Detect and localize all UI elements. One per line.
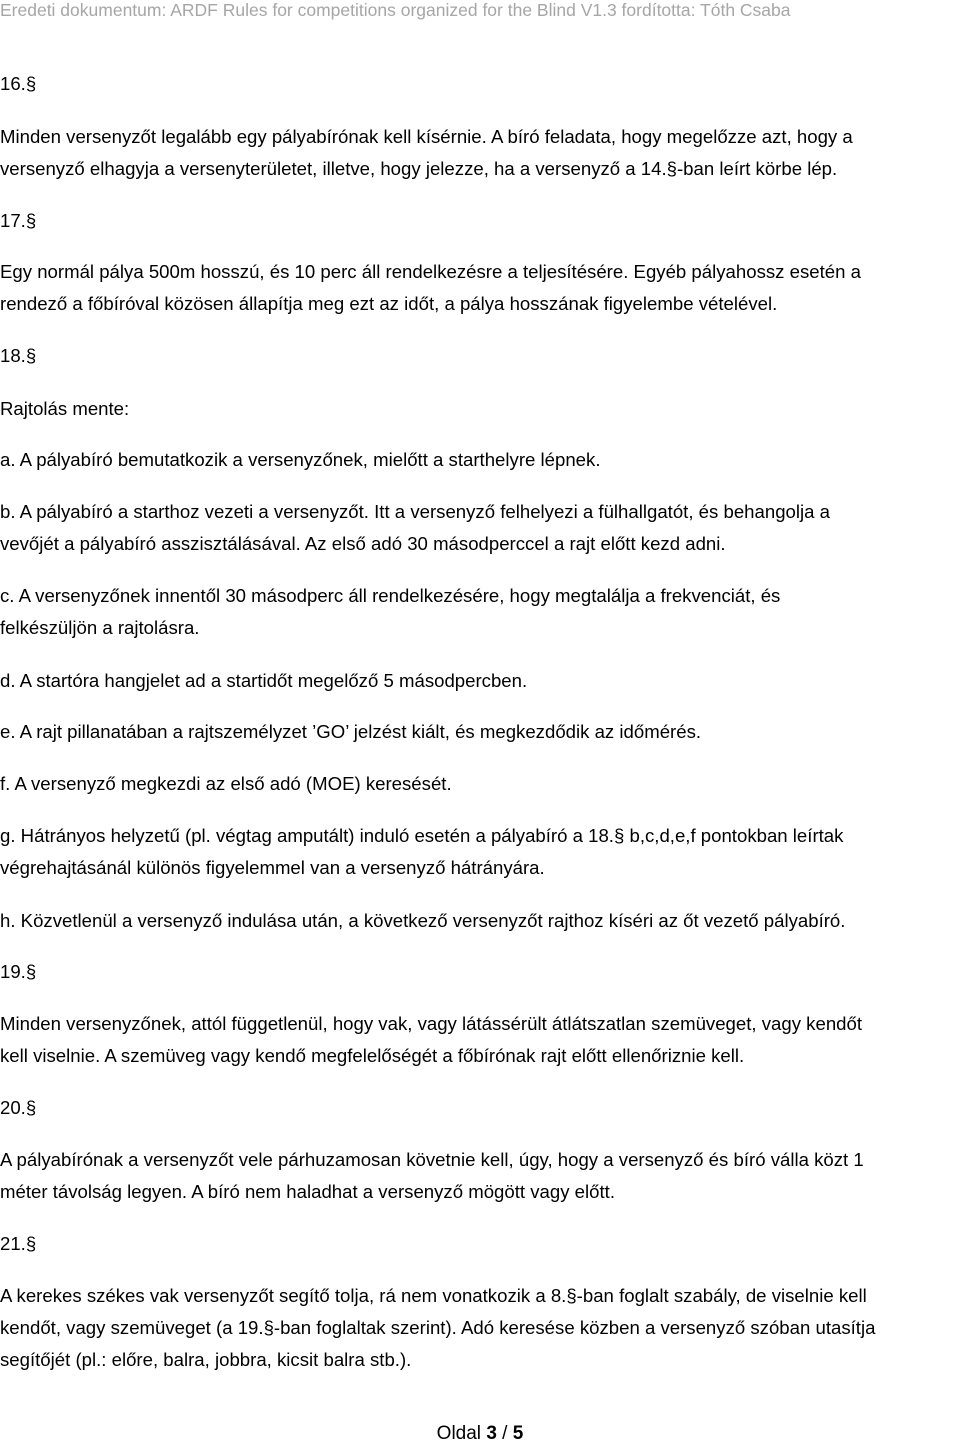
section-18-item-e: e. A rajt pillanatában a rajtszemélyzet ’GO’ jelzést kiált, és megkezdődik az időmérés. xyxy=(0,721,702,742)
page-number-prefix: Oldal xyxy=(436,1423,487,1444)
current-page-number: 3 xyxy=(486,1423,497,1444)
section-21-paragraph: A kerekes székes vak versenyzőt segítő tolja, rá nem vonatkozik a 8.§-ban foglalt szabály, de viselnie kell kendőt, vagy szemüveget (a 19.§-ban foglaltak szerint). Adó keresése közben a versenyző szóban utasítja segítőjét (pl.: előre, balra, jobbra, kicsit balra stb.). xyxy=(0,1285,876,1370)
page-footer xyxy=(0,1418,960,1450)
section-18-item-f: f. A versenyző megkezdi az első adó (MOE) keresését. xyxy=(0,773,452,794)
section-19-paragraph: Minden versenyzőnek, attól függetlenül, hogy vak, vagy látássérült átlátszatlan szemüveget, vagy kendőt kell viselnie. A szemüveg vagy kendő megfelelőségét a főbírónak rajt előtt ellenőriznie kell. xyxy=(0,1013,863,1066)
section-heading-20: 20.§ xyxy=(0,1097,37,1118)
section-18-item-h: h. Közvetlenül a versenyző indulása után, a következő versenyzőt rajthoz kíséri az őt vezető pályabíró. xyxy=(0,910,846,931)
section-18-intro: Rajtolás mente: xyxy=(0,398,130,419)
section-18-item-g: g. Hátrányos helyzetű (pl. végtag amputált) induló esetén a pályabíró a 18.§ b,c,d,e,f pontokban leírtak végrehajtásánál különös figyelemmel van a versenyző hátrányára. xyxy=(0,825,844,878)
section-17-paragraph: Egy normál pálya 500m hosszú, és 10 perc áll rendelkezésre a teljesítésére. Egyéb pályahossz esetén a rendező a főbíróval közösen állapítja meg ezt az időt, a pálya hosszának figyelembe vételével. xyxy=(0,261,861,314)
section-18-item-a: a. A pályabíró bemutatkozik a versenyzőnek, mielőtt a starthelyre lépnek. xyxy=(0,449,601,470)
section-20-paragraph: A pályabírónak a versenyzőt vele párhuzamosan követnie kell, úgy, hogy a versenyző és bíró válla közt 1 méter távolság legyen. A bíró nem haladhat a versenyző mögött vagy előtt. xyxy=(0,1149,864,1202)
total-page-count: 5 xyxy=(512,1423,524,1444)
section-heading-21: 21.§ xyxy=(0,1233,37,1254)
section-16-paragraph: Minden versenyzőt legalább egy pályabírónak kell kísérnie. A bíró feladata, hogy megelőzze azt, hogy a versenyző elhagyja a versenyterületet, illetve, hogy jelezze, ha a versenyző a 14.§-ban leírt körbe lép. xyxy=(0,126,853,179)
section-18-item-b: b. A pályabíró a starthoz vezeti a versenyzőt. Itt a versenyző felhelyezi a fülhallgatót, és behangolja a vevőjét a pályabíró asszisztálásával. Az első adó 30 másodperccel a rajt előtt kezd adni. xyxy=(0,501,830,554)
section-18-item-d: d. A startóra hangjelet ad a startidőt megelőző 5 másodpercben. xyxy=(0,670,528,691)
section-heading-19: 19.§ xyxy=(0,961,37,982)
section-heading-16: 16.§ xyxy=(0,73,37,94)
section-heading-18: 18.§ xyxy=(0,345,37,366)
document-header-text: Eredeti dokumentum: ARDF Rules for competitions organized for the Blind V1.3 fordította: Tóth Csaba xyxy=(0,0,791,20)
page-number-separator: / xyxy=(496,1423,513,1444)
section-heading-17: 17.§ xyxy=(0,210,37,231)
section-18-item-c: c. A versenyzőnek innentől 30 másodperc áll rendelkezésére, hogy megtalálja a frekvenciát, és felkészüljön a rajtolásra. xyxy=(0,585,781,638)
document-header xyxy=(0,0,960,30)
